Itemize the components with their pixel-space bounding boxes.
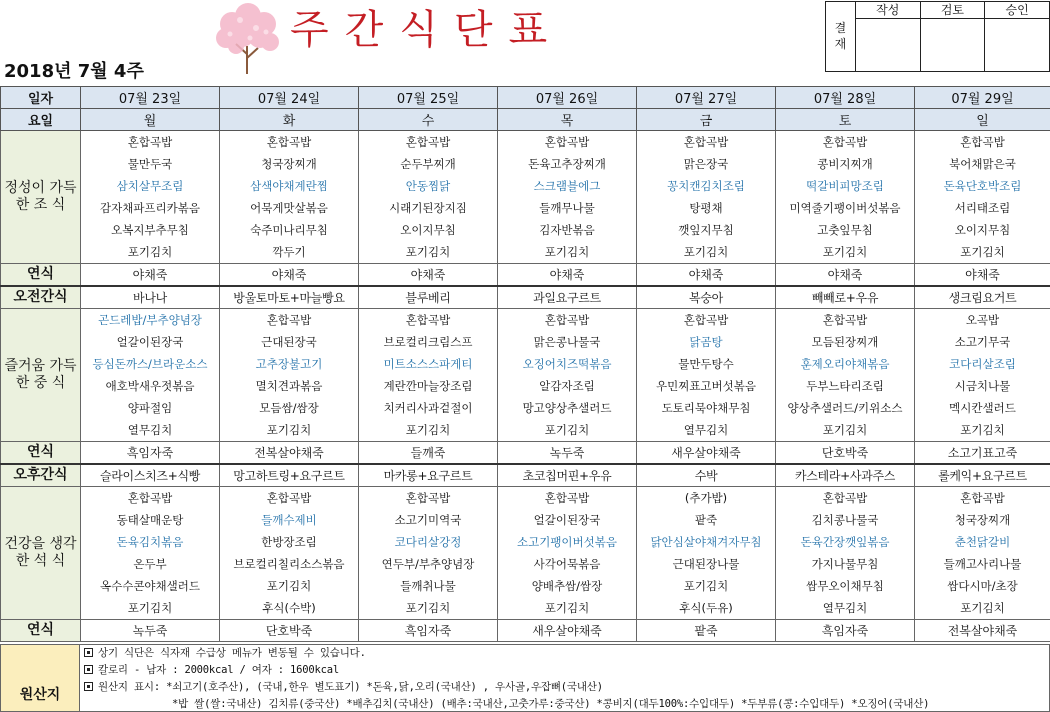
note-item (80, 696, 1049, 712)
menu-item: 훈제오리야채볶음 (800, 357, 890, 371)
menu-item: 서리태조림 (954, 201, 1011, 215)
menu-item: 근대된장나물 (672, 557, 740, 571)
weekday-cell: 일 (915, 109, 1050, 131)
dinner-day-cell (915, 487, 1050, 620)
menu-item: 북어채맑은국 (949, 157, 1016, 171)
menu-item: 곤드레밥/부추양념장 (98, 313, 202, 327)
pm_snack-cell: 마카롱+요구르트 (359, 464, 498, 487)
lunch-day-cell (220, 309, 359, 442)
menu-item: 두부느타리조림 (806, 379, 884, 393)
menu-item: 코다리살조림 (949, 357, 1016, 371)
menu-item: 혼합곡밥 (405, 491, 451, 505)
menu-item: 닭곰탕 (689, 335, 723, 349)
menu-item: 모듬쌈/쌈장 (259, 401, 319, 415)
porridge1-section-label: 연식 (1, 264, 81, 286)
sign-write[interactable] (855, 19, 920, 72)
breakfast-day-cell (637, 131, 776, 264)
menu-item: 포기김치 (960, 245, 1005, 259)
menu-item: 시금치나물 (954, 379, 1011, 393)
porridge3-cell: 단호박죽 (220, 620, 359, 642)
menu-item: 고추장불고기 (255, 357, 323, 371)
menu-item: 코다리살강정 (394, 535, 462, 549)
menu-table (0, 86, 1050, 642)
menu-item: 쌈다시마/초장 (947, 579, 1018, 593)
menu-item: 포기김치 (683, 579, 729, 593)
menu-item: 혼합곡밥 (683, 313, 729, 327)
porridge1-cell: 야채죽 (776, 264, 915, 286)
menu-item: 혼합곡밥 (822, 135, 868, 149)
menu-item: 소고기팽이버섯볶음 (517, 535, 617, 549)
menu-item: 미트소스스파게티 (383, 357, 473, 371)
note-text: 상기 식단은 식자재 수급상 메뉴가 변동될 수 있습니다. (98, 647, 366, 659)
am_snack-cell: 빼빼로+우유 (776, 286, 915, 309)
porridge1-cell: 야채죽 (220, 264, 359, 286)
menu-item: 포기김치 (544, 423, 590, 437)
menu-item: 돈육김치볶음 (116, 535, 184, 549)
menu-item: 김자반볶음 (539, 223, 595, 237)
note-item (80, 662, 1049, 679)
menu-item: 가지나물무침 (811, 557, 879, 571)
menu-item: 포기김치 (960, 423, 1005, 437)
dinner-day-cell (637, 487, 776, 620)
menu-item: 열무김치 (822, 601, 868, 615)
note-item (80, 679, 1049, 696)
porridge1-cell: 야채죽 (498, 264, 637, 286)
weekday-cell: 월 (81, 109, 220, 131)
pm_snack-cell: 수박 (637, 464, 776, 487)
menu-item: 오이지무침 (954, 223, 1011, 237)
porridge2-cell: 녹두죽 (498, 442, 637, 464)
date-cell: 07월 28일 (776, 87, 915, 109)
menu-item: 멕시칸샐러드 (949, 401, 1016, 415)
pm_snack-cell: 초코칩머핀+우유 (498, 464, 637, 487)
menu-item: 들깨수제비 (261, 513, 317, 527)
porridge3-cell: 녹두죽 (81, 620, 220, 642)
menu-item: 포기김치 (544, 245, 590, 259)
breakfast-day-cell (915, 131, 1050, 264)
menu-item: 애호박새우젓볶음 (105, 379, 195, 393)
date-cell: 07월 25일 (359, 87, 498, 109)
menu-item: 혼합곡밥 (960, 491, 1005, 505)
menu-item: 오징어치즈떡볶음 (522, 357, 612, 371)
lunch-section-label: 즐거움 가득한 중 식 (1, 309, 81, 442)
menu-item: 도토리묵야채무침 (661, 401, 751, 415)
menu-item: 등심돈까스/브라운소스 (92, 357, 208, 371)
menu-item: 포기김치 (405, 601, 451, 615)
menu-item: 포기김치 (266, 423, 312, 437)
menu-item: 청국장찌개 (261, 157, 317, 171)
weekday-cell: 목 (498, 109, 637, 131)
cherry-blossom-icon (208, 2, 286, 74)
lunch-day-cell (81, 309, 220, 442)
menu-item: 브로컬리크림스프 (383, 335, 473, 349)
menu-item: 물만두탕수 (678, 357, 734, 371)
date-cell: 07월 29일 (915, 87, 1050, 109)
menu-item: 양배추쌈/쌈장 (531, 579, 603, 593)
checkbox-icon (84, 682, 93, 691)
menu-item: 들깨무나물 (539, 201, 595, 215)
pm_snack-cell: 롤케익+요구르트 (915, 464, 1050, 487)
breakfast-day-cell (498, 131, 637, 264)
menu-item: 망고양상추샐러드 (522, 401, 612, 415)
am_snack-cell: 복숭아 (637, 286, 776, 309)
am_snack-cell: 바나나 (81, 286, 220, 309)
menu-item: 꽁치캔김치조림 (667, 179, 745, 193)
date-cell: 07월 27일 (637, 87, 776, 109)
menu-item: 돈육단호박조림 (943, 179, 1022, 193)
breakfast-day-cell (776, 131, 915, 264)
menu-item: 포기김치 (405, 245, 451, 259)
approval-col-review: 검토 (920, 2, 985, 19)
menu-item: 연두부/부추양념장 (381, 557, 475, 571)
menu-item: 혼합곡밥 (960, 135, 1005, 149)
dinner-day-cell (359, 487, 498, 620)
weekday-cell: 토 (776, 109, 915, 131)
menu-item: 맑은장국 (683, 157, 729, 171)
menu-item: 옥수수콘야채샐러드 (100, 579, 200, 593)
menu-item: 혼합곡밥 (266, 491, 312, 505)
porridge3-cell: 흑임자죽 (359, 620, 498, 642)
menu-item: 오이지무침 (400, 223, 456, 237)
menu-item: 들깨고사리나물 (943, 557, 1022, 571)
menu-item: 온두부 (133, 557, 167, 571)
menu-item: 후식(수박) (262, 601, 316, 615)
menu-item: 시래기된장지짐 (389, 201, 467, 215)
am_snack-cell: 블루베리 (359, 286, 498, 309)
menu-item: 포기김치 (960, 601, 1005, 615)
menu-item: 들깨취나물 (400, 579, 456, 593)
dinner-day-cell (220, 487, 359, 620)
menu-item: 돈육간장깻잎볶음 (800, 535, 890, 549)
notes-box (80, 644, 1050, 712)
menu-item: 깍두기 (272, 245, 306, 259)
sign-review[interactable] (920, 19, 985, 72)
menu-item: 혼합곡밥 (127, 491, 173, 505)
menu-item: 혼합곡밥 (683, 135, 729, 149)
menu-item: 멸치견과볶음 (255, 379, 323, 393)
menu-item: 포기김치 (822, 423, 868, 437)
menu-item: 물만두국 (127, 157, 173, 171)
menu-item: 고춧잎무침 (817, 223, 873, 237)
menu-item: 탕평채 (689, 201, 723, 215)
menu-item: 감자채파프리카볶음 (100, 201, 200, 215)
am_snack-cell: 과일요구르트 (498, 286, 637, 309)
weekday-cell: 금 (637, 109, 776, 131)
week-label: 2018년 7월 4주 (4, 61, 144, 82)
sign-approve[interactable] (985, 19, 1050, 72)
porridge3-cell: 팥죽 (637, 620, 776, 642)
porridge3-cell: 새우살야채죽 (498, 620, 637, 642)
pm_snack-section-label: 오후간식 (1, 464, 81, 487)
menu-item: 포기김치 (127, 601, 173, 615)
porridge1-cell: 야채죽 (915, 264, 1050, 286)
lunch-day-cell (637, 309, 776, 442)
pm_snack-cell: 망고하트링+요구르트 (220, 464, 359, 487)
menu-item: 삼색야채계란찜 (250, 179, 328, 193)
menu-item: 숙주미나리무침 (250, 223, 328, 237)
pm_snack-cell: 슬라이스치즈+식빵 (81, 464, 220, 487)
date-cell: 07월 26일 (498, 87, 637, 109)
menu-item: 혼합곡밥 (266, 135, 312, 149)
porridge1-cell: 야채죽 (359, 264, 498, 286)
menu-item: 포기김치 (266, 579, 312, 593)
menu-item: 사각어묵볶음 (533, 557, 601, 571)
menu-item: 돈육고추장찌개 (528, 157, 606, 171)
lunch-day-cell (776, 309, 915, 442)
menu-item: 근대된장국 (261, 335, 317, 349)
note-text: 원산지 표시: *쇠고기(호주산), (국내,한우 별도표기) *돈육,닭,오리(국내산) , 우사골,우잡뼈(국내산) (98, 681, 603, 693)
lunch-day-cell (498, 309, 637, 442)
page-title: 주간식단표 (290, 7, 564, 53)
date-header-label: 일자 (1, 87, 81, 109)
menu-item: 오곡밥 (965, 313, 1000, 327)
menu-item: 계란깐마늘장조림 (383, 379, 473, 393)
porridge1-cell: 야채죽 (81, 264, 220, 286)
approval-label (826, 2, 856, 72)
dinner-day-cell (81, 487, 220, 620)
porridge1-cell: 야채죽 (637, 264, 776, 286)
note-item (80, 645, 1049, 662)
menu-item: 콩비지찌개 (817, 157, 873, 171)
note-text: 칼로리 - 남자 : 2000kcal / 여자 : 1600kcal (98, 664, 340, 676)
menu-item: 청국장찌개 (954, 513, 1011, 527)
porridge3-section-label: 연식 (1, 620, 81, 642)
date-cell: 07월 24일 (220, 87, 359, 109)
menu-item: 혼합곡밥 (405, 135, 451, 149)
menu-item: 얼갈이된장국 (116, 335, 184, 349)
menu-item: 어묵게맛살볶음 (250, 201, 328, 215)
porridge2-cell: 흑임자죽 (81, 442, 220, 464)
page-header (0, 0, 1050, 86)
approval-label-text: 결 재 (834, 21, 847, 51)
porridge2-cell: 전복살야채죽 (220, 442, 359, 464)
menu-item: 한방장조림 (261, 535, 317, 549)
menu-item: 열무김치 (683, 423, 729, 437)
lunch-day-cell (359, 309, 498, 442)
menu-item: 알감자조림 (539, 379, 595, 393)
menu-item: 닭안심살야채겨자무침 (650, 535, 762, 549)
weekday-cell: 수 (359, 109, 498, 131)
weekday-cell: 화 (220, 109, 359, 131)
breakfast-section-label: 정성이 가득한 조 식 (1, 131, 81, 264)
am_snack-cell: 방울토마토+마늘빵요 (220, 286, 359, 309)
menu-item: 치커리사과겉절이 (383, 401, 473, 415)
menu-item: 양파절임 (127, 401, 173, 415)
menu-item: 삼치살무조림 (116, 179, 184, 193)
checkbox-icon (84, 665, 93, 674)
menu-item: 포기김치 (822, 245, 868, 259)
date-cell: 07월 23일 (81, 87, 220, 109)
menu-item: 소고기미역국 (394, 513, 462, 527)
menu-item: 우민찌표고버섯볶음 (656, 379, 756, 393)
menu-item: 열무김치 (127, 423, 173, 437)
porridge2-cell: 들깨죽 (359, 442, 498, 464)
porridge2-section-label: 연식 (1, 442, 81, 464)
menu-item: 춘천닭갈비 (954, 535, 1011, 549)
menu-item: 혼합곡밥 (544, 491, 590, 505)
menu-item: 미역줄기팽이버섯볶음 (789, 201, 901, 215)
menu-item: 포기김치 (683, 245, 729, 259)
menu-item: 모듬된장찌개 (811, 335, 879, 349)
menu-item: 얼갈이된장국 (533, 513, 601, 527)
menu-item: 김치콩나물국 (811, 513, 879, 527)
menu-item: 동태살매운탕 (116, 513, 184, 527)
breakfast-day-cell (220, 131, 359, 264)
am_snack-cell: 생크림요거트 (915, 286, 1050, 309)
menu-item: 팥죽 (694, 513, 718, 527)
menu-item: 혼합곡밥 (405, 313, 451, 327)
breakfast-day-cell (81, 131, 220, 264)
menu-item: 혼합곡밥 (822, 491, 868, 505)
approval-col-write: 작성 (855, 2, 920, 19)
dinner-day-cell (776, 487, 915, 620)
menu-item: 스크램블에그 (533, 179, 601, 193)
menu-item: 순두부찌개 (400, 157, 456, 171)
checkbox-icon (84, 648, 93, 657)
pm_snack-cell: 카스테라+사과주스 (776, 464, 915, 487)
menu-item: 포기김치 (405, 423, 451, 437)
porridge2-cell: 새우살야채죽 (637, 442, 776, 464)
menu-item: 오복지부추무침 (111, 223, 189, 237)
menu-item: 떡갈비피망조림 (806, 179, 884, 193)
menu-item: 혼합곡밥 (544, 313, 590, 327)
menu-item: 혼합곡밥 (127, 135, 173, 149)
origin-label: 원산지 (0, 644, 80, 712)
menu-item: 쌈무오이채무침 (806, 579, 884, 593)
approval-col-approve: 승인 (985, 2, 1050, 19)
menu-item: 후식(두유) (679, 601, 733, 615)
note-text: *밥 쌀(쌀:국내산) 김치류(중국산) *배추김치(국내산) (배추:국내산,고춧가루:중국산) *콩비지(대두100%:수입대두) *두부류(콩:수입대두) *오징어(국내산) (172, 698, 930, 710)
menu-item: (추가밥) (684, 491, 728, 505)
menu-item: 양상추샐러드/키위소스 (787, 401, 903, 415)
menu-item: 소고기무국 (954, 335, 1011, 349)
breakfast-day-cell (359, 131, 498, 264)
dinner-day-cell (498, 487, 637, 620)
menu-item: 혼합곡밥 (822, 313, 868, 327)
menu-item: 안동찜닭 (405, 179, 451, 193)
porridge3-cell: 전복살야채죽 (915, 620, 1050, 642)
menu-item: 맑은콩나물국 (533, 335, 601, 349)
menu-item: 혼합곡밥 (544, 135, 590, 149)
lunch-day-cell (915, 309, 1050, 442)
porridge2-cell: 단호박죽 (776, 442, 915, 464)
porridge3-cell: 흑임자죽 (776, 620, 915, 642)
menu-item: 혼합곡밥 (266, 313, 312, 327)
menu-item: 깻잎지무침 (678, 223, 734, 237)
menu-item: 브로컬리칠리소스볶음 (233, 557, 345, 571)
am_snack-section-label: 오전간식 (1, 286, 81, 309)
porridge2-cell: 소고기표고죽 (915, 442, 1050, 464)
weekday-header-label: 요일 (1, 109, 81, 131)
approval-box (825, 1, 1050, 72)
menu-item: 포기김치 (544, 601, 590, 615)
dinner-section-label: 건강을 생각한 석 식 (1, 487, 81, 620)
menu-item: 포기김치 (127, 245, 173, 259)
